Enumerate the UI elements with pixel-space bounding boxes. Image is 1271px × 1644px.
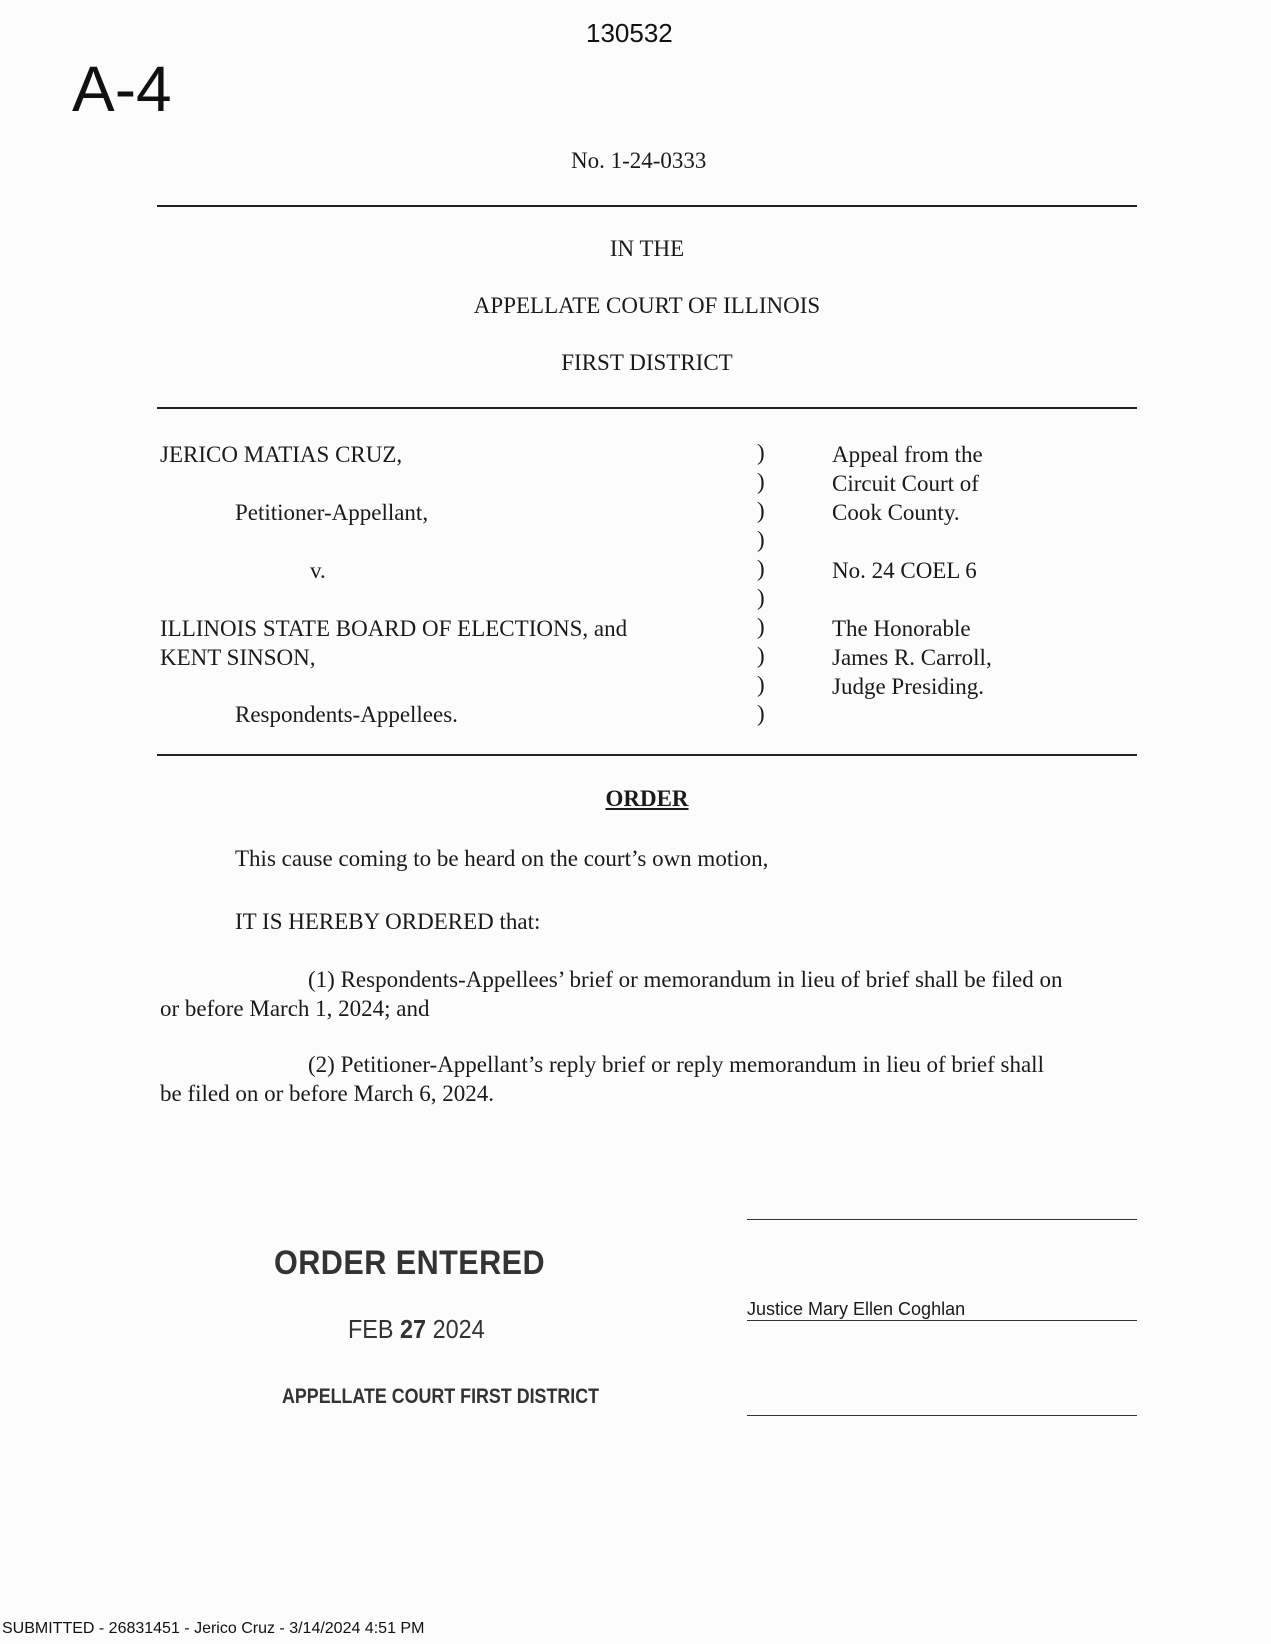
court-heading (157, 236, 1137, 379)
signature-line-top (747, 1219, 1137, 1220)
caption-paren: ) (757, 469, 765, 494)
petitioner-role: Petitioner-Appellant, (235, 500, 429, 525)
stamp-court: APPELLATE COURT FIRST DISTRICT (282, 1385, 599, 1408)
petitioner-name: JERICO MATIAS CRUZ, (160, 442, 403, 467)
appeal-line3: Cook County. (832, 500, 960, 525)
caption-paren: ) (757, 527, 765, 552)
order-item-2 (160, 1050, 1145, 1108)
court-line-name: APPELLATE COURT OF ILLINOIS (473, 293, 821, 318)
order-item-1-line1: (1) Respondents-Appellees’ brief or memorandum in lieu of brief shall be filed on (308, 967, 1063, 992)
stamp-month: FEB (348, 1314, 394, 1344)
respondents-name-line1: ILLINOIS STATE BOARD OF ELECTIONS, and (160, 616, 628, 641)
caption-paren: ) (757, 643, 765, 668)
caption-paren: ) (757, 440, 765, 465)
order-item-1 (160, 965, 1145, 1023)
order-item-2-line2: be filed on or before March 6, 2024. (160, 1081, 495, 1106)
order-item-1-line2: or before March 1, 2024; and (160, 996, 430, 1021)
caption-paren: ) (757, 614, 765, 639)
lower-court-case-number: No. 24 COEL 6 (832, 558, 977, 583)
case-number: No. 1-24-0333 (571, 148, 707, 173)
judge-line1: The Honorable (832, 616, 971, 641)
caption-paren: ) (757, 556, 765, 581)
caption-paren: ) (757, 701, 765, 726)
caption-top-rule (157, 407, 1137, 409)
court-line-in-the: IN THE (609, 236, 685, 261)
caption-paren: ) (757, 498, 765, 523)
respondents-role: Respondents-Appellees. (235, 702, 458, 727)
top-rule (157, 205, 1137, 207)
appeal-source (832, 440, 983, 527)
signature-justice-name: Justice Mary Ellen Coghlan (747, 1299, 966, 1319)
page-id: 130532 (586, 18, 673, 48)
caption-paren: ) (757, 585, 765, 610)
judge-line2: James R. Carroll, (832, 645, 992, 670)
court-line-district: FIRST DISTRICT (561, 350, 733, 375)
judge-line3: Judge Presiding. (832, 674, 985, 699)
order-title: ORDER (605, 786, 689, 811)
order-intro: This cause coming to be heard on the court’s own motion, (235, 846, 769, 871)
submission-footer: SUBMITTED - 26831451 - Jerico Cruz - 3/14/2024 4:51 PM (2, 1620, 425, 1637)
signature-line-bottom (747, 1415, 1137, 1416)
stamp-date (348, 1314, 485, 1345)
appeal-line1: Appeal from the (832, 442, 983, 467)
exhibit-label: A-4 (72, 53, 172, 125)
signature-justice (747, 1298, 1137, 1321)
stamp-day: 27 (400, 1314, 427, 1344)
order-item-2-line1: (2) Petitioner-Appellant’s reply brief or reply memorandum in lieu of brief shall (308, 1052, 1044, 1077)
versus-label: v. (310, 558, 326, 583)
stamp-year: 2024 (432, 1314, 485, 1344)
appeal-line2: Circuit Court of (832, 471, 979, 496)
respondents-name-line2: KENT SINSON, (160, 645, 316, 670)
caption-bottom-rule (157, 754, 1137, 756)
order-ordered: IT IS HEREBY ORDERED that: (235, 909, 541, 934)
caption-paren: ) (757, 672, 765, 697)
stamp-order-entered: ORDER ENTERED (274, 1244, 546, 1282)
presiding-judge (832, 614, 992, 701)
